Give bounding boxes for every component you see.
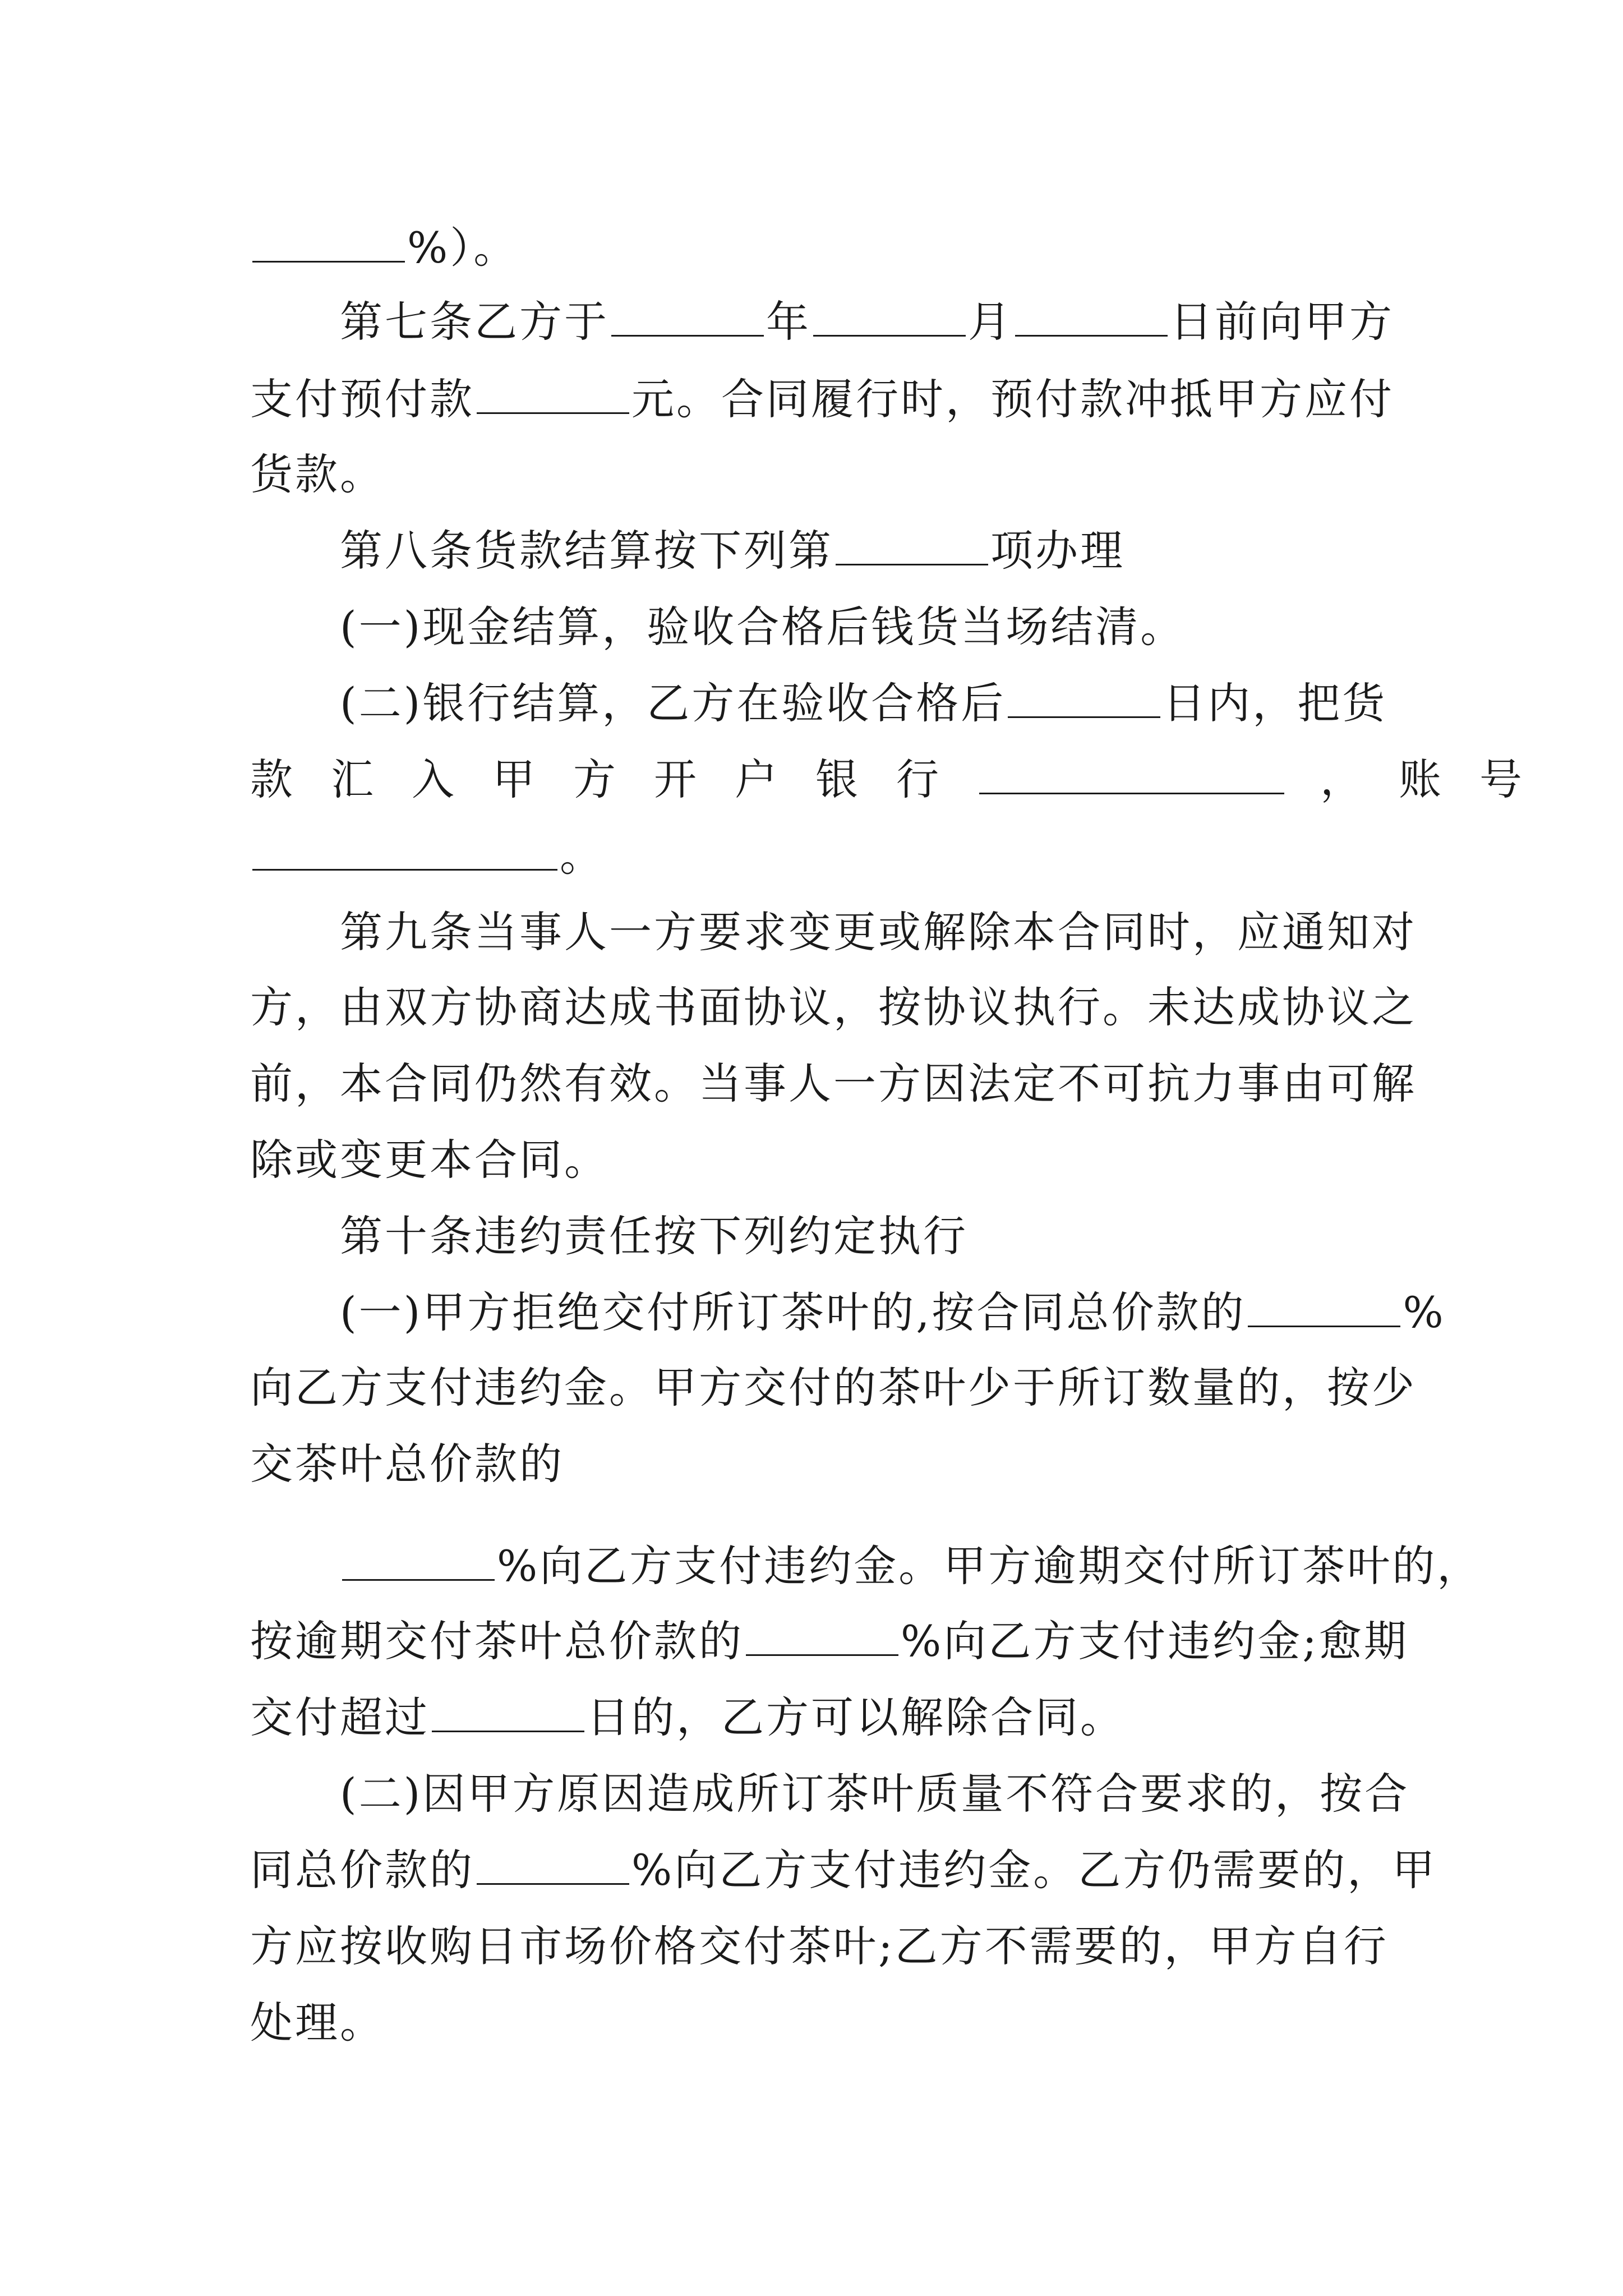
article-8-item-2-line-3 xyxy=(250,830,605,882)
article-10-item-2-line-4 xyxy=(250,1997,385,2049)
text-segment: 第八条货款结算按下列第 xyxy=(340,526,833,576)
text-segment: 项办理 xyxy=(990,526,1125,576)
text-segment: 款汇入甲方开户银行 xyxy=(250,754,977,804)
text-segment: 处理。 xyxy=(250,1998,385,2047)
text-segment: %向乙方支付违约金;愈期 xyxy=(901,1616,1409,1666)
text-segment: (二)银行结算，乙方在验收合格后 xyxy=(340,678,1006,728)
article-10-item-1-line-1 xyxy=(340,1287,1446,1338)
text-segment: 月 xyxy=(968,297,1013,347)
blank-field xyxy=(979,756,1284,794)
text-segment: %）。 xyxy=(407,223,519,273)
text-segment: %向乙方支付违约金。甲方逾期交付所订茶叶的， xyxy=(497,1541,1482,1591)
text-segment: (二)因甲方原因造成所订茶叶质量不符合要求的，按合 xyxy=(340,1769,1410,1819)
article-8-line-1 xyxy=(340,525,1125,577)
text-line-1 xyxy=(250,222,518,274)
text-segment: 日前向甲方 xyxy=(1170,297,1394,347)
text-segment: ， xyxy=(1320,754,1365,804)
article-7-line-1 xyxy=(340,296,1394,348)
article-8-item-2-line-1 xyxy=(340,678,1387,729)
text-segment: 。 xyxy=(560,831,605,881)
text-segment: 货款。 xyxy=(250,449,385,499)
text-segment: (一)甲方拒绝交付所订茶叶的,按合同总价款的 xyxy=(340,1287,1246,1337)
text-segment: (一)现金结算，验收合格后钱货当场结清。 xyxy=(340,602,1186,652)
text-segment: 第七条乙方于 xyxy=(340,297,609,347)
blank-field xyxy=(252,832,557,871)
article-9-line-1 xyxy=(340,907,1417,958)
text-segment: 向乙方支付违约金。甲方交付的茶叶少于所订数量的，按少 xyxy=(250,1363,1417,1412)
blank-field xyxy=(1008,679,1160,718)
article-9-line-3 xyxy=(250,1058,1417,1110)
text-segment: 支付预付款 xyxy=(250,374,474,424)
text-segment: 同总价款的 xyxy=(250,1845,474,1895)
text-segment: %向乙方支付违约金。乙方仍需要的，甲 xyxy=(631,1845,1437,1895)
blank-field xyxy=(252,224,405,263)
blank-field xyxy=(342,1542,495,1581)
text-segment: 第十条违约责任按下列约定执行 xyxy=(340,1211,968,1261)
blank-field xyxy=(1248,1289,1400,1327)
text-segment: 账号 xyxy=(1399,754,1560,804)
text-segment: 按逾期交付茶叶总价款的 xyxy=(250,1616,744,1666)
text-segment: 第九条当事人一方要求变更或解除本合同时，应通知对 xyxy=(340,907,1417,957)
blank-field xyxy=(611,298,764,337)
blank-field xyxy=(477,1846,629,1885)
text-segment: 前，本合同仍然有效。当事人一方因法定不可抗力事由可解 xyxy=(250,1059,1417,1108)
article-9-line-2 xyxy=(250,982,1417,1033)
blank-field xyxy=(813,298,966,337)
article-8-item-2-line-2 xyxy=(250,754,1560,806)
blank-field xyxy=(1015,298,1168,337)
article-10-item-1-line-4 xyxy=(340,1540,1482,1592)
text-segment: 方，由双方协商达成书面协议，按协议执行。未达成协议之 xyxy=(250,982,1417,1032)
article-7-line-2 xyxy=(250,374,1394,425)
article-7-line-3 xyxy=(250,449,385,500)
article-10-item-2-line-1 xyxy=(340,1768,1409,1820)
text-segment: 元。合同履行时，预付款冲抵甲方应付 xyxy=(631,374,1394,424)
text-segment: 年 xyxy=(766,297,811,347)
text-segment: % xyxy=(1403,1287,1446,1337)
text-segment: 日的，乙方可以解除合同。 xyxy=(587,1692,1125,1742)
article-10-item-1-line-3 xyxy=(250,1438,564,1490)
blank-field xyxy=(432,1694,584,1732)
article-10-item-1-line-5 xyxy=(250,1616,1409,1667)
text-segment: 日内，把货 xyxy=(1163,678,1387,728)
article-10-item-2-line-2 xyxy=(250,1844,1437,1896)
text-segment: 交付超过 xyxy=(250,1692,430,1742)
article-10-line-1 xyxy=(340,1211,968,1262)
article-10-item-1-line-6 xyxy=(250,1692,1125,1743)
text-segment: 方应按收购日市场价格交付茶叶;乙方不需要的，甲方自行 xyxy=(250,1921,1389,1971)
article-8-item-1 xyxy=(340,601,1185,653)
blank-field xyxy=(477,375,629,414)
blank-field xyxy=(836,527,988,565)
article-10-item-2-line-3 xyxy=(250,1921,1389,1972)
text-segment: 交茶叶总价款的 xyxy=(250,1439,564,1489)
article-9-line-4 xyxy=(250,1134,609,1186)
article-10-item-1-line-2 xyxy=(250,1362,1417,1414)
text-segment: 除或变更本合同。 xyxy=(250,1135,609,1185)
blank-field xyxy=(746,1617,898,1656)
